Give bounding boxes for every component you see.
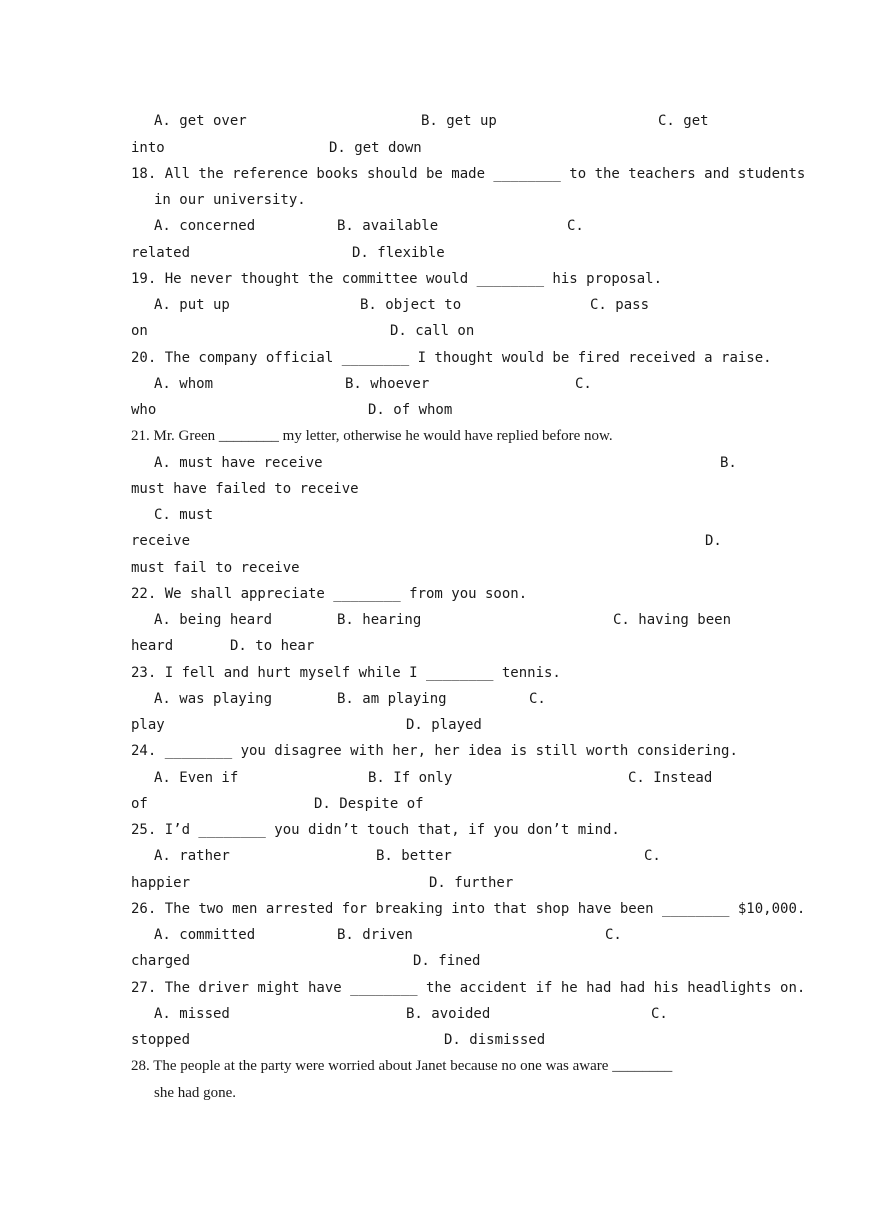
option-c: C. pass (590, 297, 650, 313)
option-a: A. being heard (154, 612, 273, 628)
option-line (154, 453, 737, 473)
option-c: C. get (658, 113, 709, 129)
option-b: B. available (337, 218, 439, 234)
option-b: B. better (376, 848, 452, 864)
option-line (131, 321, 475, 341)
option-d: D. Despite of (314, 796, 424, 812)
option-b: B. driven (337, 927, 413, 943)
question-28: 28. The people at the party were worried about Janet because no one was aware ________ (131, 1058, 673, 1074)
option-line (131, 138, 422, 158)
option-b: B. get up (421, 113, 497, 129)
option-c: C. (644, 848, 661, 864)
option-c: C. Instead (628, 770, 713, 786)
question-18-continued: in our university. (154, 192, 306, 208)
question-22: 22. We shall appreciate ________ from you soon. (131, 586, 528, 602)
option-c-continued: heard (131, 638, 174, 654)
option-b: B. am playing (337, 691, 447, 707)
question-24: 24. ________ you disagree with her, her idea is still worth considering. (131, 743, 738, 759)
option-c: C. must (154, 507, 214, 523)
option-d: D. played (406, 717, 482, 733)
option-c: C. (651, 1006, 668, 1022)
option-line (154, 374, 592, 394)
option-d: D. (705, 533, 722, 549)
question-23: 23. I fell and hurt myself while I ________ tennis. (131, 665, 561, 681)
question-26: 26. The two men arrested for breaking into that shop have been ________ $10,000. (131, 901, 806, 917)
option-line (154, 689, 546, 709)
option-line (131, 794, 424, 814)
option-line (154, 216, 584, 236)
option-b-continued: must have failed to receive (131, 481, 359, 497)
question-21: 21. Mr. Green ________ my letter, otherwise he would have replied before now. (131, 428, 613, 444)
question-27: 27. The driver might have ________ the accident if he had had his headlights on. (131, 980, 806, 996)
question-18: 18. All the reference books should be made ________ to the teachers and students (131, 166, 806, 182)
option-c-continued: receive (131, 533, 191, 549)
option-a: A. rather (154, 848, 230, 864)
option-line (131, 636, 315, 656)
option-a: A. Even if (154, 770, 239, 786)
option-line (154, 768, 713, 788)
option-c: C. (529, 691, 546, 707)
option-a: A. missed (154, 1006, 230, 1022)
option-line (131, 951, 481, 971)
option-line (154, 610, 732, 630)
option-d: D. call on (390, 323, 475, 339)
option-b: B. avoided (406, 1006, 491, 1022)
option-line (131, 1030, 546, 1050)
option-c: C. (575, 376, 592, 392)
option-line (154, 295, 650, 315)
option-d-continued: must fail to receive (131, 560, 300, 576)
option-line (131, 873, 514, 893)
option-a: A. get over (154, 113, 247, 129)
option-line (131, 400, 453, 420)
option-b: B. object to (360, 297, 462, 313)
option-line (154, 111, 709, 131)
option-d: D. further (429, 875, 514, 891)
question-20: 20. The company official ________ I thought would be fired received a raise. (131, 350, 772, 366)
option-b: B. hearing (337, 612, 422, 628)
option-b: B. If only (368, 770, 453, 786)
option-a: A. whom (154, 376, 214, 392)
option-line (131, 715, 482, 735)
option-c-continued: related (131, 245, 191, 261)
option-c-continued: of (131, 796, 148, 812)
option-c: C. (605, 927, 622, 943)
option-c-continued: stopped (131, 1032, 191, 1048)
option-d: D. of whom (368, 402, 453, 418)
option-d: D. fined (413, 953, 481, 969)
option-c-continued: who (131, 402, 157, 418)
option-c-continued: into (131, 140, 165, 156)
question-19: 19. He never thought the committee would ________ his proposal. (131, 271, 663, 287)
option-c-continued: happier (131, 875, 191, 891)
option-line (154, 846, 661, 866)
option-d: D. to hear (230, 638, 315, 654)
option-c: C. (567, 218, 584, 234)
option-a: A. must have receive (154, 455, 323, 471)
option-d: D. flexible (352, 245, 445, 261)
option-line (154, 925, 622, 945)
question-25: 25. I’d ________ you didn’t touch that, if you don’t mind. (131, 822, 620, 838)
option-a: A. put up (154, 297, 230, 313)
question-28-continued: she had gone. (154, 1085, 237, 1101)
option-line (131, 243, 445, 263)
option-c-continued: play (131, 717, 165, 733)
option-c: C. having been (613, 612, 732, 628)
option-c-continued: charged (131, 953, 191, 969)
option-line (131, 531, 722, 551)
option-a: A. concerned (154, 218, 256, 234)
option-c-continued: on (131, 323, 148, 339)
option-b: B. (720, 455, 737, 471)
option-d: D. dismissed (444, 1032, 546, 1048)
option-a: A. committed (154, 927, 256, 943)
option-d: D. get down (329, 140, 422, 156)
option-b: B. whoever (345, 376, 430, 392)
option-line (154, 1004, 668, 1024)
option-a: A. was playing (154, 691, 273, 707)
